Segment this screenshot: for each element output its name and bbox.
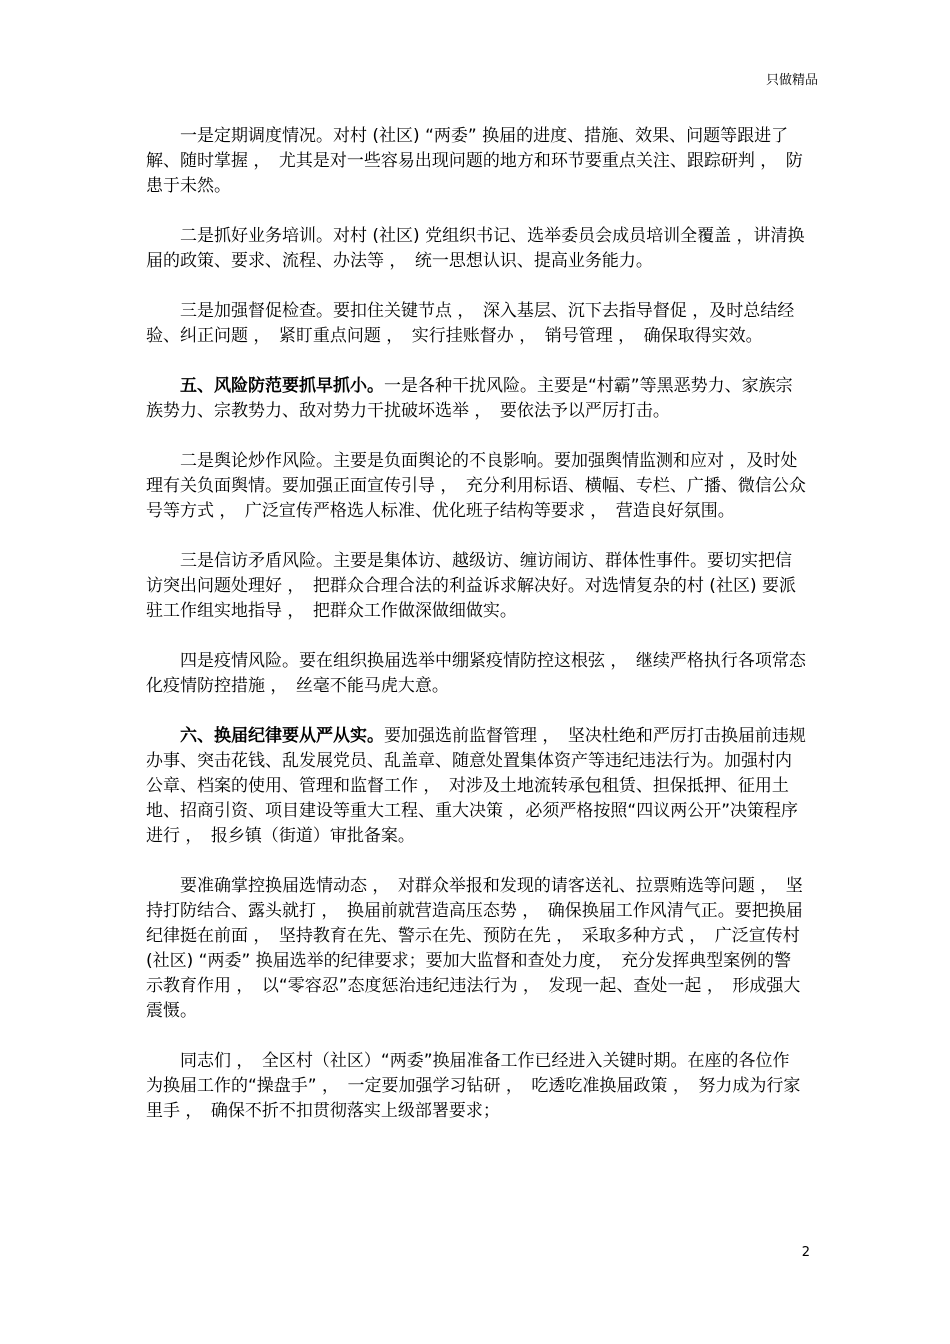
paragraph: 二是舆论炒作风险。主要是负面舆论的不良影响。要加强舆情监测和应对 ，及时处理有关负面舆情。要加强正面宣传引导 ， 充分利用标语、横幅、专栏、广播、微信公众号等方式 ， 广泛宣传严格选人标准、优化班子结构等要求 ， 营造良好氛围。 [146,451,806,521]
section-heading-paragraph: 六、换届纪律要从严从实。要加强选前监督管理 ， 坚决杜绝和严厉打击换届前违规办事、突击花钱、乱发展党员、乱盖章、随意处置集体资产等违纪违法行为。加强村内公章、档案的使用、管理和监督工作 ， 对涉及土地流转承包租赁、担保抵押、征用土地、招商引资、项目建设等重大工程、重大决策 ，必须严格按照“四议两公开”决策程序进行 ， 报乡镇（街道）审批备案。 [146,726,806,846]
section-heading-paragraph: 五、风险防范要抓早抓小。一是各种干扰风险。主要是“村霸”等黑恶势力、家族宗族势力、宗教势力、敌对势力干扰破坏选举 ， 要依法予以严厉打击。 [146,376,793,421]
paragraph: 同志们 ， 全区村（社区）“两委”换届准备工作已经进入关键时期。在座的各位作为换届工作的“操盘手” ， 一定要加强学习钻研 ， 吃透吃准换届政策 ， 努力成为行家里手 ， 确保不折不扣贯彻落实上级部署要求； [146,1051,801,1121]
paragraph: 一是定期调度情况。对村 (社区) “两委” 换届的进度、措施、效果、问题等跟进了解、随时掌握 ， 尤其是对一些容易出现问题的地方和环节要重点关注、跟踪研判 ， 防患于未然。 [146,126,803,196]
header-note: 只做精品 [765,73,818,88]
paragraph: 要准确掌控换届选情动态 ， 对群众举报和发现的请客送礼、拉票贿选等问题 ， 坚持打防结合、露头就打 ， 换届前就营造高压态势 ， 确保换届工作风清气正。要把换届纪律挺在前面 ， 坚持教育在先、警示在先、预防在先 ， 采取多种方式 ， 广泛宣传村 (社区) “两委” 换届选举的纪律要求；要加大监督和查处力度， 充分发挥典型案例的警示教育作用 ， 以“零容忍”态度惩治违纪违法行为 ， 发现一起、查处一起 ， 形成强大震慑。 [146,876,803,1021]
paragraph: 三是加强督促检查。要扣住关键节点 ， 深入基层、沉下去指导督促 ，及时总结经验、纠正问题 ， 紧盯重点问题 ， 实行挂账督办 ， 销号管理 ， 确保取得实效。 [146,301,795,346]
paragraph: 三是信访矛盾风险。主要是集体访、越级访、缠访闹访、群体性事件。要切实把信访突出问题处理好 ， 把群众合理合法的利益诉求解决好。对选情复杂的村 (社区) 要派驻工作组实地指导 ， 把群众工作做深做细做实。 [146,551,796,621]
paragraph: 二是抓好业务培训。对村 (社区) 党组织书记、选举委员会成员培训全覆盖 ，讲清换届的政策、要求、流程、办法等 ， 统一思想认识、提高业务能力。 [146,226,805,271]
section-heading: 五、风险防范要抓早抓小。 [180,376,384,396]
section-heading: 六、换届纪律要从严从实。 [180,726,384,746]
paragraph: 四是疫情风险。要在组织换届选举中绷紧疫情防控这根弦 ， 继续严格执行各项常态化疫情防控措施 ， 丝毫不能马虎大意。 [146,651,806,696]
page-number: 2 [801,1245,810,1260]
document-body [146,124,806,1149]
